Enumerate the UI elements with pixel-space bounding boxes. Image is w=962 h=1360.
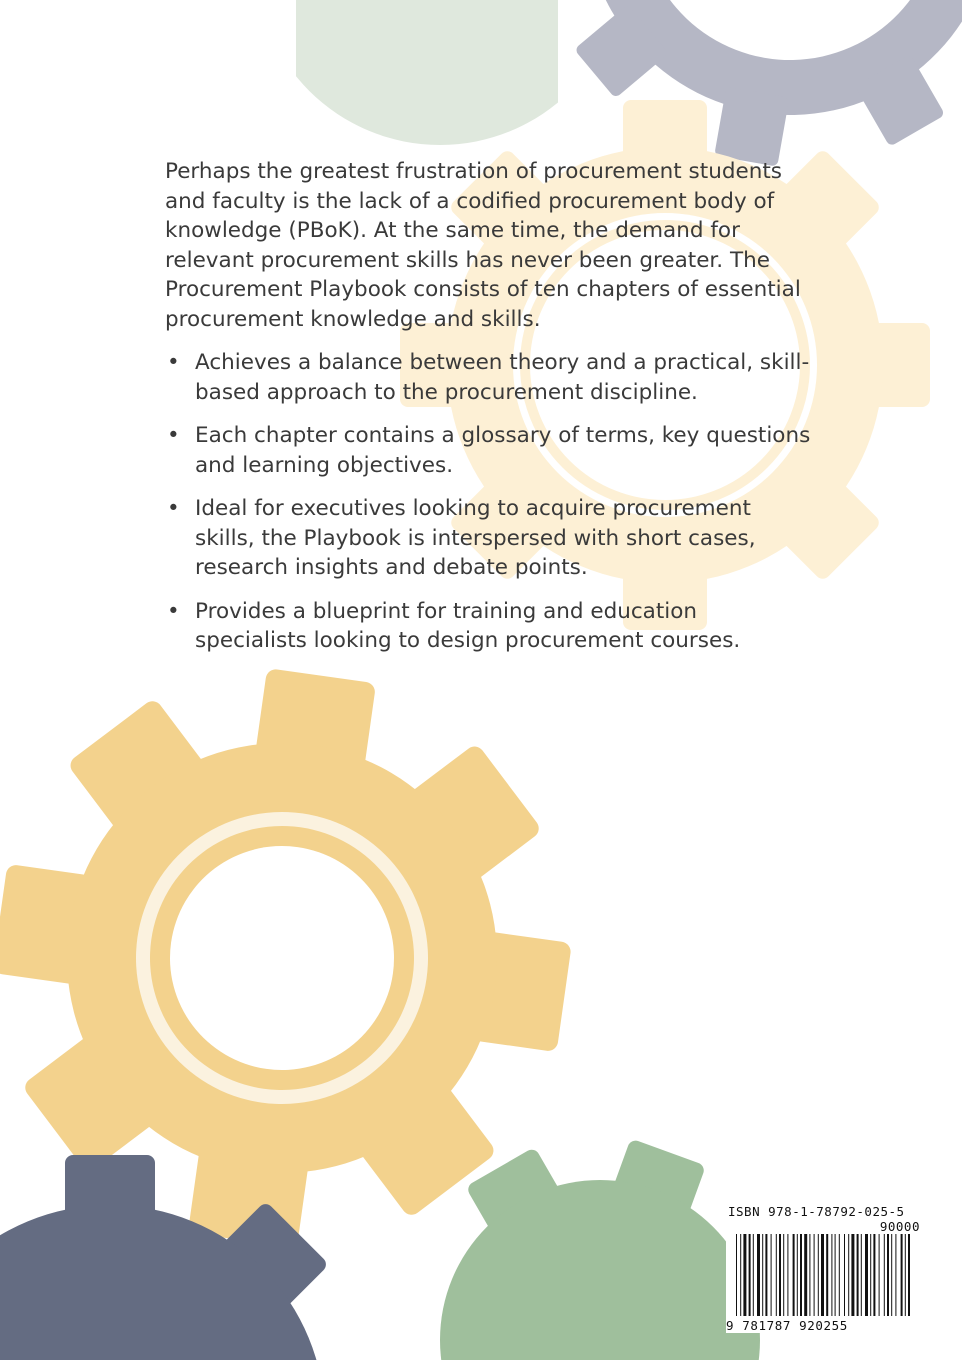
barcode-bar [757,1234,760,1316]
feature-list [165,348,815,656]
barcode-bar [809,1234,810,1316]
feature-text: Each chapter contains a glossary of terms, key questions and learning objectives. [195,423,811,478]
bullet-icon: • [167,423,180,448]
feature-item [165,494,815,583]
barcode-bar [895,1234,896,1316]
bullet-icon: • [167,350,180,375]
barcode-bar [787,1234,788,1316]
feature-text: Provides a blueprint for training and education specialists looking to design procurement courses. [195,598,741,653]
feature-item [165,421,815,480]
barcode-bar [783,1234,784,1316]
back-cover-text [165,157,815,670]
barcode-bar [793,1234,795,1316]
feature-item [165,597,815,656]
barcode-bar [776,1234,777,1316]
barcode-bar [870,1234,871,1316]
barcode-bar [865,1234,868,1316]
barcode-bar [743,1234,746,1316]
barcode-bar [884,1234,885,1316]
feature-text: Achieves a balance between theory and a practical, skill-based approach to the procurement discipline. [195,350,810,405]
barcode-bar [762,1234,763,1316]
price-code: 90000 [879,1219,920,1234]
barcode-bar [814,1234,815,1316]
isbn-barcode [726,1203,922,1333]
barcode-bar [848,1234,849,1316]
barcode-bar [800,1234,802,1316]
barcode-digits: 9 781787 920255 [726,1318,848,1333]
barcode-bar [818,1234,819,1316]
barcode-bar [905,1234,906,1316]
barcode-bar [826,1234,828,1316]
barcode-bar [753,1234,754,1316]
barcode-bar [779,1234,781,1316]
barcode-bar [861,1234,862,1316]
intro-paragraph: Perhaps the greatest frustration of procurement students and faculty is the lack of a codified procurement body of knowledge (PBoK). At the same time, the demand for relevant procurement skills has never been greater. The Procurement Playbook consists of ten chapters of essential procurement knowledge and skills. [165,159,801,332]
bullet-icon: • [167,598,180,624]
feature-text: Ideal for executives looking to acquire procurement skills, the Playbook is interspersed with short cases, research insights and debate points. [195,496,756,580]
barcode-bar [851,1234,854,1316]
barcode-bar [736,1234,737,1316]
isbn-label: ISBN 978-1-78792-025-5 [728,1204,905,1219]
barcode-bar [804,1234,807,1316]
barcode-bar [835,1234,836,1316]
barcode-bar [771,1234,772,1316]
barcode-bar [749,1234,751,1316]
barcode-bar [908,1234,910,1316]
feature-item [165,348,815,407]
barcode-bar [879,1234,880,1316]
barcode-bar [765,1234,767,1316]
barcode-bar [873,1234,875,1316]
bullet-icon: • [167,496,180,521]
barcode-bar [901,1234,903,1316]
barcode-bar [797,1234,798,1316]
barcode-bar [844,1234,845,1316]
barcode-bar [740,1234,741,1316]
barcode-bar [887,1234,889,1316]
barcode-bars [736,1234,916,1316]
green-gear-top-decoration [255,0,625,145]
barcode-bar [831,1234,832,1316]
barcode-bar [891,1234,892,1316]
barcode-bar [839,1234,840,1316]
barcode-bar [857,1234,859,1316]
barcode-bar [821,1234,824,1316]
